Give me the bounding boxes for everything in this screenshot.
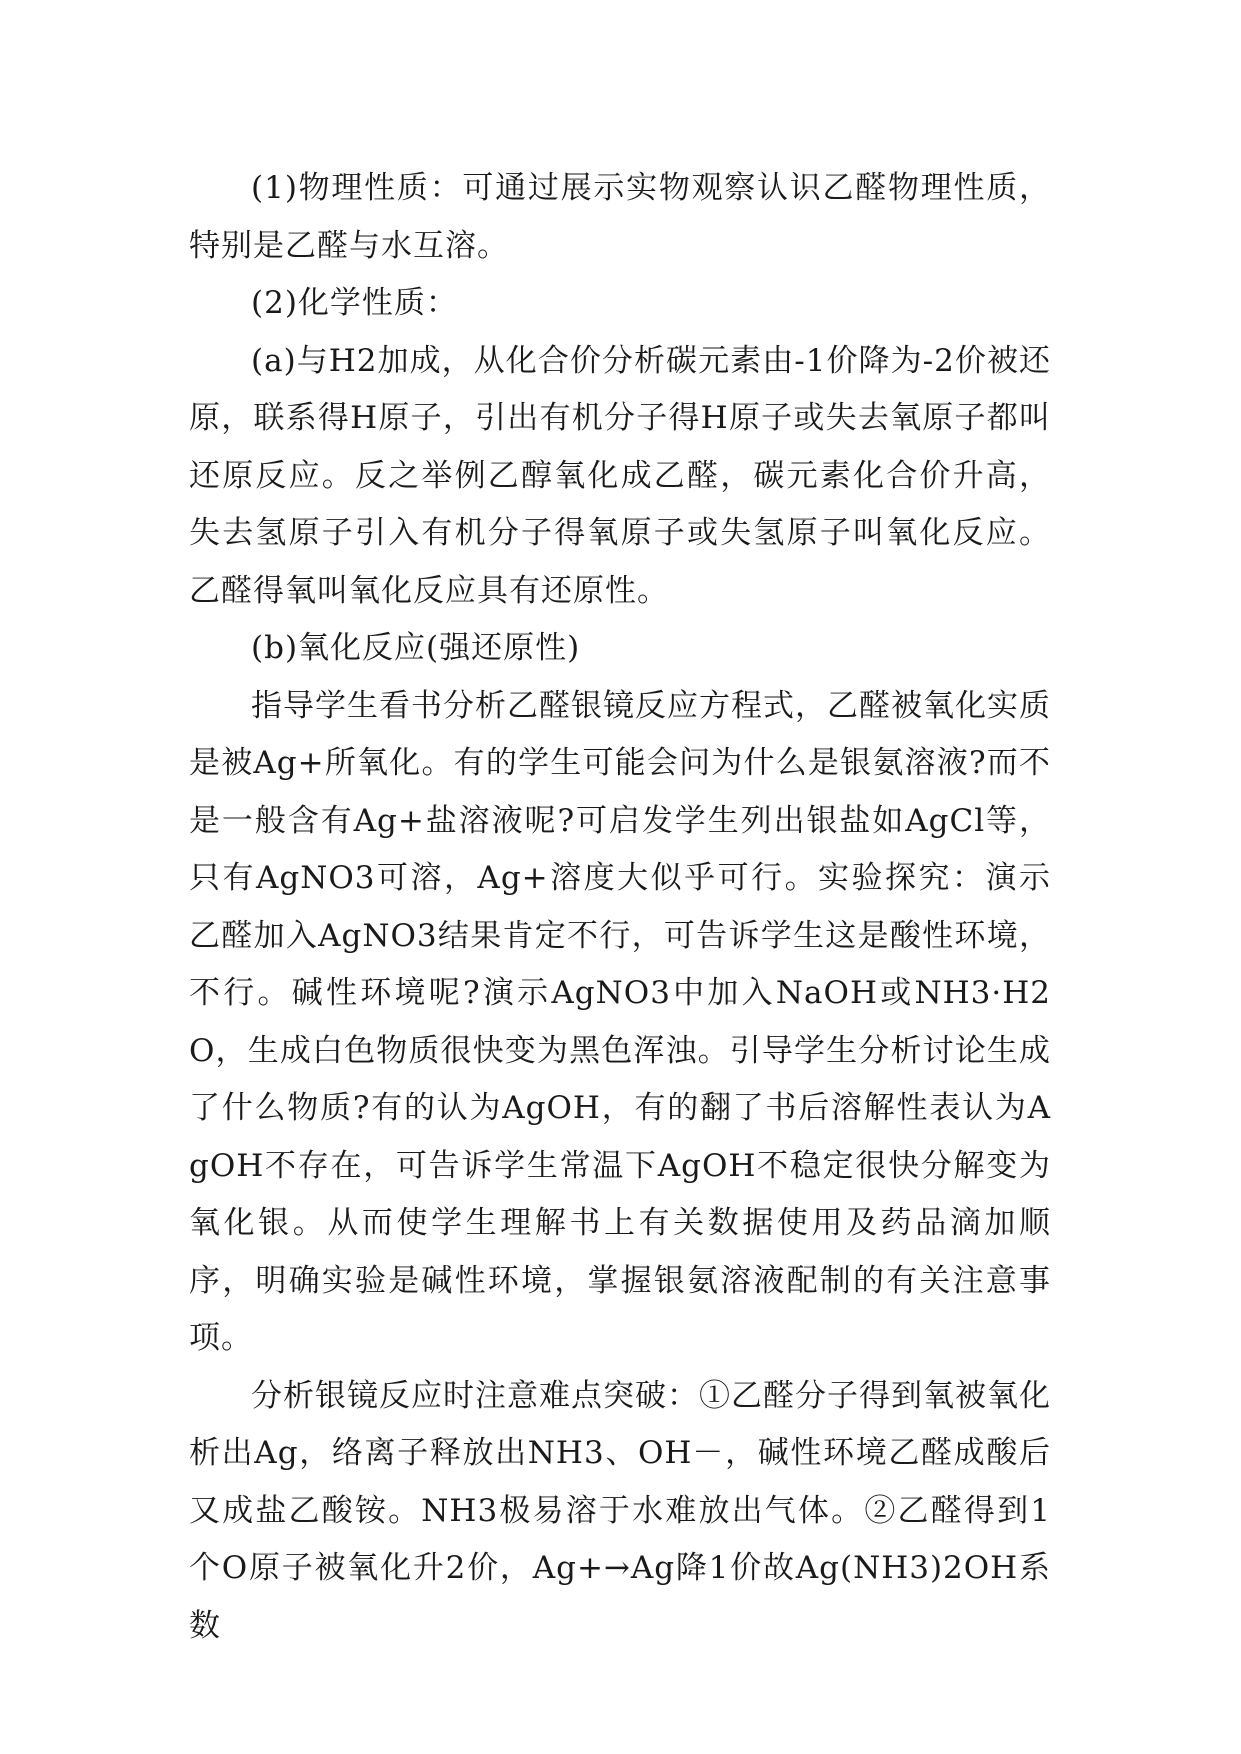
body-text bbox=[189, 160, 1051, 1655]
paragraph-silver-mirror-guidance: 指导学生看书分析乙醛银镜反应方程式，乙醛被氧化实质是被Ag+所氧化。有的学生可能会问为什么是银氨溶液?而不是一般含有Ag+盐溶液呢?可启发学生列出银盐如AgCl等，只有AgNO3可溶，Ag+溶度大似乎可行。实验探究：演示乙醛加入AgNO3结果肯定不行，可告诉学生这是酸性环境，不行。碱性环境呢?演示AgNO3中加入NaOH或NH3·H2O，生成白色物质很快变为黑色浑浊。引导学生分析讨论生成了什么物质?有的认为AgOH，有的翻了书后溶解性表认为AgOH不存在，可告诉学生常温下AgOH不稳定很快分解变为氧化银。从而使学生理解书上有关数据使用及药品滴加顺序，明确实验是碱性环境，掌握银氨溶液配制的有关注意事项。 bbox=[189, 687, 1051, 1356]
paragraph-chemical-properties-heading: (2)化学性质： bbox=[251, 285, 458, 321]
paragraph-silver-mirror-difficulties: 分析银镜反应时注意难点突破：①乙醛分子得到氧被氧化析出Ag，络离子释放出NH3、OH－，碱性环境乙醛成酸后又成盐乙酸铵。NH3极易溶于水难放出气体。②乙醛得到1个O原子被氧化升2价，Ag+→Ag降1价故Ag(NH3)2OH系数 bbox=[189, 1377, 1051, 1644]
paragraph-hydrogen-addition: (a)与H2加成，从化合价分析碳元素由-1价降为-2价被还原，联系得H原子，引出有机分子得H原子或失去氧原子都叫还原反应。反之举例乙醇氧化成乙醛，碳元素化合价升高，失去氢原子引入有机分子得氧原子或失氢原子叫氧化反应。乙醛得氧叫氧化反应具有还原性。 bbox=[189, 342, 1051, 609]
paragraph-physical-properties: (1)物理性质：可通过展示实物观察认识乙醛物理性质，特别是乙醛与水互溶。 bbox=[189, 170, 1051, 264]
paragraph-oxidation-heading: (b)氧化反应(强还原性) bbox=[251, 630, 581, 666]
